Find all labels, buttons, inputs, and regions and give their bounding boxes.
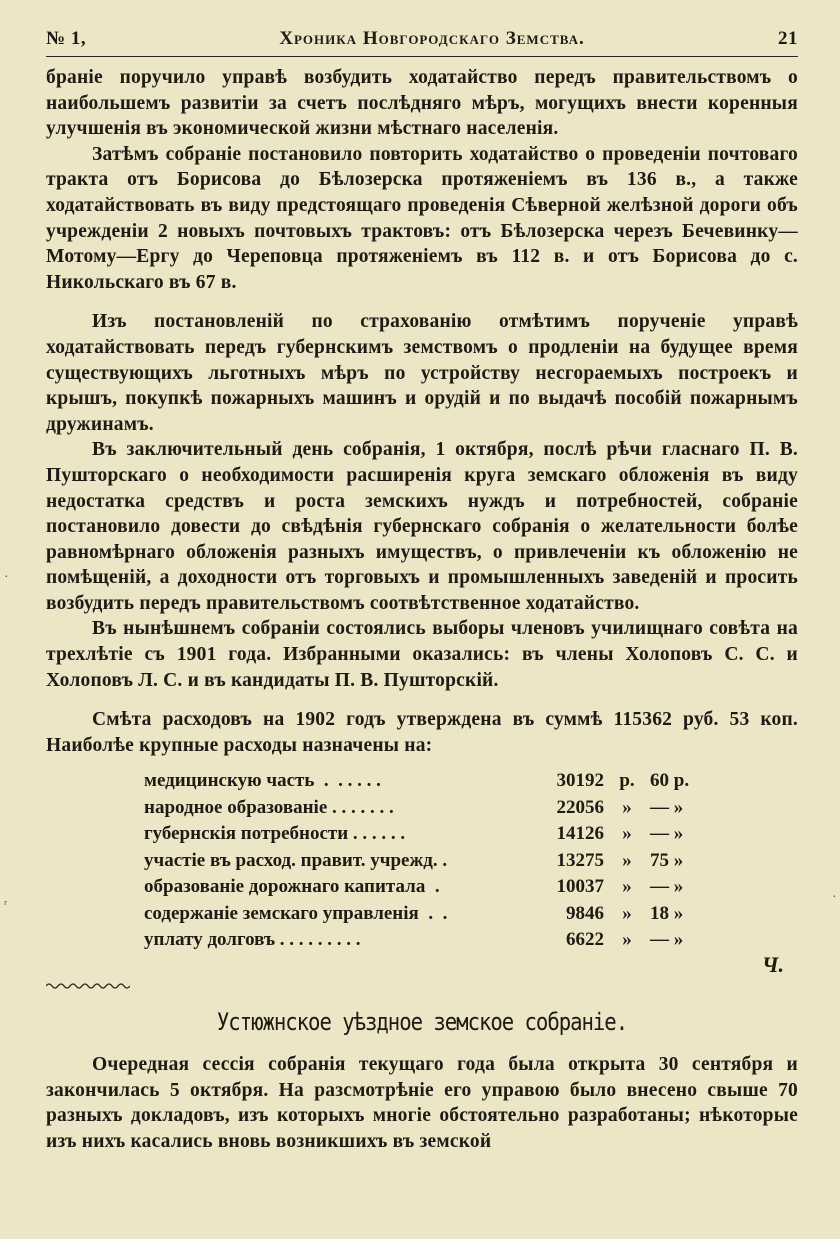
issue-number: № 1,	[46, 28, 87, 49]
section-heading: Устюжнское уѣздное земское собраніе.	[216, 1007, 628, 1036]
paragraph: Смѣта расходовъ на 1902 годъ утверждена въ суммѣ 115362 руб. 53 коп. Наиболѣе крупные расходы назначены на:	[46, 709, 798, 756]
rub-mark: »	[622, 823, 632, 845]
paragraph: Въ заключительный день собранія, 1 октября, послѣ рѣчи гласнаго П. В. Пушторскаго о необходимости расширенія круга земскаго обложенія въ виду недостатка средствъ и роста земскихъ нуждъ и потребностей, собраніе постановило довести до свѣдѣнія губернскаго собранія о желательности болѣе равномѣрнаго обложенія разныхъ имуществъ, о привлеченіи къ обложенію не помѣщеній, а доходности отъ торговыхъ и промышленныхъ заведеній и просить возбудить передъ правительствомъ соотвѣтственное ходатайство.	[46, 439, 798, 614]
expense-amount: 13275	[556, 849, 604, 871]
margin-speck: ʳ	[4, 898, 8, 913]
expense-amount: 14126	[556, 823, 604, 845]
paragraph: браніе поручило управѣ возбудить ходатайство передъ правительствомъ о наибольшемъ развитіи за счетъ послѣдняго мѣръ, могущихъ внести коренныя улучшенія въ экономической жизни мѣстнаго населенія.	[46, 67, 798, 140]
rub-mark: »	[622, 849, 632, 871]
table-row	[144, 768, 704, 795]
expense-item: народное образованіе . . . . . . .	[144, 796, 399, 818]
rub-mark: »	[622, 876, 632, 898]
margin-speck: ·	[4, 570, 9, 585]
kop-value: — »	[650, 796, 684, 818]
paragraph: Затѣмъ собраніе постановило повторить ходатайство о проведеніи почтоваго тракта отъ Борисова до Бѣлозерска протяженіемъ въ 136 в., а также ходатайствовать въ виду предстоящаго проведенія Сѣверной желѣзной дороги объ учрежденіи 2 новыхъ почтовыхъ трактовъ: отъ Бѣлозерска черезъ Бечевинку—Мотому—Ергу до Череповца протяженіемъ въ 112 в. и отъ Борисова до с. Никольскаго въ 67 в.	[46, 143, 798, 293]
expense-item: губернскія потребности . . . . . .	[144, 823, 410, 845]
expense-amount: 6622	[566, 929, 604, 951]
journal-title: Хроника Новгородскаго Земства.	[279, 28, 585, 49]
expense-amount: 30192	[556, 770, 604, 792]
table-row	[144, 901, 704, 928]
kop-value: 60 р.	[650, 770, 690, 792]
author-signature: Ч.	[762, 951, 784, 977]
page-number: 21	[777, 28, 798, 49]
kop-value: — »	[650, 823, 684, 845]
running-head	[46, 28, 798, 57]
rub-mark: »	[622, 929, 632, 951]
kop-value: 18 »	[650, 902, 684, 924]
paragraph: Очередная сессія собранія текущаго года была открыта 30 сентября и закончилась 5 октября. На разсмотрѣніе его управою было внесено свыше 70 разныхъ докладовъ, изъ которыхъ многіе обстоятельно разработаны; нѣкоторые изъ нихъ касались вновь возникшихъ въ земской	[46, 1053, 798, 1152]
table-row	[144, 927, 704, 954]
expense-item: уплату долговъ . . . . . . . . .	[144, 929, 366, 951]
table-row	[144, 795, 704, 822]
expense-amount: 22056	[556, 796, 604, 818]
expense-amount: 10037	[556, 876, 604, 898]
page	[46, 28, 798, 1154]
rub-mark: »	[622, 902, 632, 924]
expense-item: содержаніе земскаго управленія . .	[144, 902, 453, 924]
expense-item: образованіе дорожнаго капитала .	[144, 876, 450, 898]
rub-mark: »	[622, 796, 632, 818]
table-row	[144, 874, 704, 901]
kop-value: — »	[650, 876, 684, 898]
paragraph: Изъ постановленій по страхованію отмѣтимъ порученіе управѣ ходатайствовать передъ губернскимъ земствомъ о продленіи на будущее время существующихъ льготныхъ мѣръ по устройству несгораемыхъ построекъ и крышъ, покупкѣ пожарныхъ машинъ и орудій и по выдачѣ пособій пожарнымъ дружинамъ.	[46, 311, 798, 435]
paragraph: Въ нынѣшнемъ собраніи состоялись выборы членовъ училищнаго совѣта на трехлѣтіе съ 1901 года. Избранными оказались: въ члены Холоповъ С. С. и Холоповъ Л. С. и въ кандидаты П. В. Пушторскій.	[46, 618, 798, 691]
wavy-divider-ornament	[46, 981, 130, 991]
expense-amount: 9846	[566, 902, 604, 924]
expense-table	[144, 768, 704, 954]
margin-speck: ·	[832, 890, 837, 905]
kop-value: 75 »	[650, 849, 684, 871]
kop-value: — »	[650, 929, 684, 951]
expense-item: участіе въ расход. правит. учрежд. .	[144, 849, 452, 871]
table-row	[144, 821, 704, 848]
rub-mark: р.	[619, 770, 635, 792]
expense-item: медицинскую часть . . . . . .	[144, 770, 386, 792]
table-row	[144, 848, 704, 875]
